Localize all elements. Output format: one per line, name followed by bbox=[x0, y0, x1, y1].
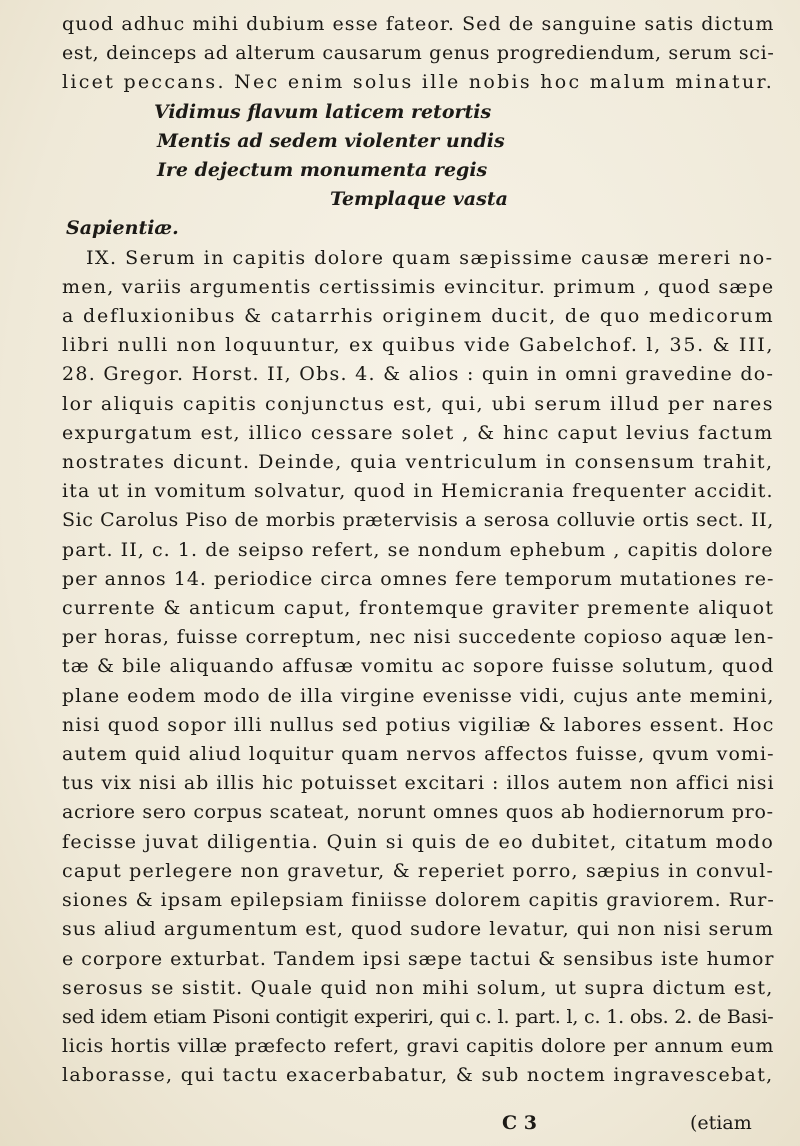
catchword: (etiam bbox=[690, 1112, 752, 1134]
text-line: part. II, c. 1. de seipso refert, se nondum ephebum , capitis dolore bbox=[62, 538, 774, 561]
text-line: sed idem etiam Pisoni contigit experiri, qui c. l. part. l, c. 1. obs. 2. de Basi- bbox=[62, 1005, 774, 1028]
text-line: serosus se sistit. Quale quid non mihi solum, ut supra dictum est, bbox=[62, 976, 774, 999]
text-line: autem quid aliud loquitur quam nervos affectos fuisse, qvum vomi- bbox=[62, 743, 775, 766]
text-line: licet peccans. Nec enim solus ille nobis hoc malum minatur. bbox=[62, 71, 775, 94]
text-line: plane eodem modo de illa virgine evenisse vidi, cujus ante memini, bbox=[62, 684, 775, 707]
text-line: currente & anticum caput, frontemque graviter premente aliquot bbox=[62, 597, 775, 620]
section-heading-line: IX. Serum in capitis dolore quam sæpissime causæ mereri no- bbox=[86, 246, 774, 269]
text-line: licis hortis villæ præfecto refert, gravi capitis dolore per annum eum bbox=[62, 1035, 775, 1058]
verse-line: Templaque vasta bbox=[330, 188, 508, 211]
verse-line: Vidimus flavum laticem retortis bbox=[154, 100, 492, 123]
text-line: expurgatum est, illico cessare solet , & hinc caput levius factum bbox=[62, 421, 774, 444]
text-line: quod adhuc mihi dubium esse fateor. Sed de sanguine satis dictum bbox=[62, 13, 775, 35]
text-line: 28. Gregor. Horst. II, Obs. 4. & alios : quin in omni gravedine do- bbox=[62, 363, 775, 386]
text-line: ita ut in vomitum solvatur, quod in Hemicrania frequenter accidit. bbox=[62, 480, 774, 503]
text-line: laborasse, qui tactu exacerbabatur, & sub noctem ingravescebat, bbox=[62, 1064, 774, 1087]
text-line: men, variis argumentis certissimis evincitur. primum , quod sæpe bbox=[62, 275, 775, 298]
text-line: acriore sero corpus scateat, norunt omnes quos ab hodiernorum pro- bbox=[62, 801, 774, 824]
page-text bbox=[62, 10, 774, 1091]
text-line: per horas, fuisse correptum, nec nisi succedente copioso aquæ len- bbox=[62, 626, 775, 649]
text-line: caput perlegere non gravetur, & reperiet porro, sæpius in convul- bbox=[62, 859, 775, 882]
text-line: sus aliud argumentum est, quod sudore levatur, qui non nisi serum bbox=[62, 918, 774, 941]
text-line: e corpore exturbat. Tandem ipsi sæpe tactui & sensibus iste humor bbox=[62, 947, 775, 970]
text-line: est, deinceps ad alterum causarum genus progrediendum, serum sci- bbox=[62, 42, 775, 65]
signature-mark: C 3 bbox=[502, 1112, 537, 1134]
text-line: a defluxionibus & catarrhis originem ducit, de quo medicorum bbox=[62, 305, 775, 328]
text-line: libri nulli non loquuntur, ex quibus vide Gabelchof. l, 35. & III, bbox=[62, 334, 775, 357]
text-line: Sic Carolus Piso de morbis prætervisis a serosa colluvie ortis sect. II, bbox=[62, 509, 774, 532]
text-line: fecisse juvat diligentia. Quin si quis de eo dubitet, citatum modo bbox=[62, 830, 775, 853]
verse-line: Sapientiæ. bbox=[66, 217, 179, 240]
verse-line: Mentis ad sedem violenter undis bbox=[157, 129, 505, 152]
verse-line: Ire dejectum monumenta regis bbox=[157, 159, 488, 182]
text-line: per annos 14. periodice circa omnes fere temporum mutationes re- bbox=[62, 567, 775, 590]
text-line: lor aliquis capitis conjunctus est, qui, ubi serum illud per nares bbox=[62, 392, 775, 415]
text-line: siones & ipsam epilepsiam finiisse dolorem capitis graviorem. Rur- bbox=[62, 889, 775, 912]
text-line: tus vix nisi ab illis hic potuisset excitari : illos autem non affici nisi bbox=[62, 772, 775, 795]
text-line: nisi quod sopor illi nullus sed potius vigiliæ & labores essent. Hoc bbox=[62, 713, 775, 736]
page-footer bbox=[0, 1112, 800, 1142]
text-line: tæ & bile aliquando affusæ vomitu ac sopore fuisse solutum, quod bbox=[62, 655, 775, 678]
text-line: nostrates dicunt. Deinde, quia ventriculum in consensum trahit, bbox=[62, 451, 774, 474]
